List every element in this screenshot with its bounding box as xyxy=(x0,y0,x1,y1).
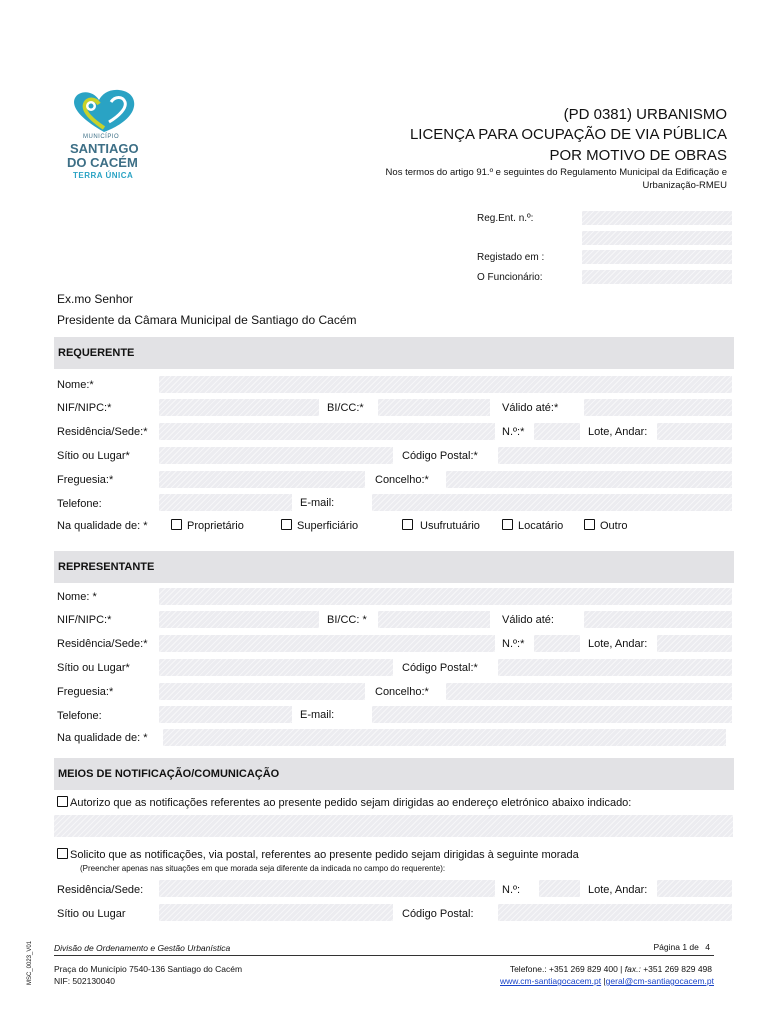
req-sitio-field[interactable] xyxy=(159,447,393,464)
form-title-line1: (PD 0381) URBANISMO xyxy=(563,106,727,123)
option-label: Usufrutuário xyxy=(420,520,480,532)
rep-telefone-label: Telefone: xyxy=(57,710,102,722)
meios-sitio-field[interactable] xyxy=(159,904,393,921)
req-freguesia-field[interactable] xyxy=(159,471,365,488)
section-representante xyxy=(54,551,734,583)
req-valido-field[interactable] xyxy=(584,399,732,416)
meios-email-field[interactable] xyxy=(54,815,733,837)
meios-residencia-label: Residência/Sede: xyxy=(57,884,144,896)
option-label: Outro xyxy=(600,520,628,532)
rep-nif-field[interactable] xyxy=(159,611,319,628)
rep-concelho-field[interactable] xyxy=(446,683,732,700)
reg-ent-label: Reg.Ent. n.º: xyxy=(477,213,534,224)
meios-sitio-label: Sítio ou Lugar xyxy=(57,908,126,920)
page-total: 4 xyxy=(705,942,710,952)
meios-numero-field[interactable] xyxy=(539,880,580,897)
req-lote-label: Lote, Andar: xyxy=(588,426,648,438)
addressee-line2: Presidente da Câmara Municipal de Santiago do Cacém xyxy=(57,313,357,327)
checkbox-icon[interactable] xyxy=(281,519,292,530)
req-nome-field[interactable] xyxy=(159,376,732,393)
rep-concelho-label: Concelho:* xyxy=(375,686,429,698)
rep-bicc-field[interactable] xyxy=(378,611,490,628)
rep-valido-field[interactable] xyxy=(584,611,732,628)
rep-nif-label: NIF/NIPC:* xyxy=(57,614,112,626)
meios-codigo-postal-label: Código Postal: xyxy=(402,908,474,920)
logo-line2: DO CACÉM xyxy=(67,155,138,170)
checkbox-icon[interactable] xyxy=(584,519,595,530)
req-bicc-field[interactable] xyxy=(378,399,490,416)
req-concelho-field[interactable] xyxy=(446,471,732,488)
option-label: Superficiário xyxy=(297,520,359,532)
rep-sitio-field[interactable] xyxy=(159,659,393,676)
rep-lote-label: Lote, Andar: xyxy=(588,638,648,650)
checkbox-icon[interactable] xyxy=(402,519,413,530)
side-form-code: MSC_0023_V01 xyxy=(27,940,33,985)
section-requerente xyxy=(54,337,734,369)
req-bicc-label: BI/CC:* xyxy=(327,402,364,414)
page-num: 1 xyxy=(682,942,688,952)
footer-division: Divisão de Ordenamento e Gestão Urbanística xyxy=(54,943,231,953)
footer-fax-label: fax.: xyxy=(624,964,641,974)
req-residencia-field[interactable] xyxy=(159,423,495,440)
registado-label: Registado em : xyxy=(477,252,545,263)
rep-bicc-label: BI/CC: * xyxy=(327,614,367,626)
footer-divider xyxy=(54,955,714,956)
req-option-superficiario[interactable] xyxy=(281,519,358,532)
funcionario-field[interactable] xyxy=(582,270,732,284)
footer-nif: NIF: 502130040 xyxy=(54,976,115,986)
footer-website-link[interactable]: www.cm-santiagocacem.pt xyxy=(500,976,602,986)
rep-email-field[interactable] xyxy=(372,706,732,723)
footer-fax: +351 269 829 498 xyxy=(643,964,712,974)
option-label: Proprietário xyxy=(187,520,244,532)
meios-lote-field[interactable] xyxy=(657,880,732,897)
footer-sep: | xyxy=(601,976,606,986)
checkbox-icon[interactable] xyxy=(57,796,68,807)
rep-codigo-postal-label: Código Postal:* xyxy=(402,662,478,674)
logo-tagline: TERRA ÚNICA xyxy=(73,171,134,180)
rep-lote-field[interactable] xyxy=(657,635,732,652)
rep-numero-field[interactable] xyxy=(534,635,580,652)
footer-address: Praça do Município 7540-136 Santiago do Cacém xyxy=(54,964,243,974)
meios-solicito-option[interactable] xyxy=(57,848,579,861)
logo-municipio: MUNICÍPIO xyxy=(83,134,120,140)
rep-residencia-field[interactable] xyxy=(159,635,495,652)
rep-residencia-label: Residência/Sede:* xyxy=(57,638,148,650)
req-numero-label: N.º:* xyxy=(502,426,525,438)
req-option-usufrutuario[interactable] xyxy=(402,519,480,532)
rep-qualidade-field[interactable] xyxy=(163,729,726,746)
checkbox-icon[interactable] xyxy=(502,519,513,530)
reg-ent-field-2[interactable] xyxy=(582,231,732,245)
rep-numero-label: N.º:* xyxy=(502,638,525,650)
rep-valido-label: Válido até: xyxy=(502,614,554,626)
rep-codigo-postal-field[interactable] xyxy=(498,659,732,676)
meios-lote-label: Lote, Andar: xyxy=(588,884,648,896)
footer-links xyxy=(500,976,714,986)
footer-phone: Telefone.: +351 269 829 400 | xyxy=(509,964,623,974)
req-numero-field[interactable] xyxy=(534,423,580,440)
option-label: Locatário xyxy=(518,520,564,532)
logo-line1: SANTIAGO xyxy=(70,141,139,156)
req-qualidade-label: Na qualidade de: * xyxy=(57,520,148,532)
req-sitio-label: Sítio ou Lugar* xyxy=(57,450,130,462)
municipality-logo xyxy=(66,88,146,183)
meios-codigo-postal-field[interactable] xyxy=(498,904,732,921)
footer-email-link[interactable]: geral@cm-santiagocacem.pt xyxy=(605,976,714,986)
section-meios-notificacao xyxy=(54,758,734,790)
section-requerente-title: REQUERENTE xyxy=(58,347,135,359)
req-codigo-postal-field[interactable] xyxy=(498,447,732,464)
meios-residencia-field[interactable] xyxy=(159,880,495,897)
addressee-line1: Ex.mo Senhor xyxy=(57,292,134,306)
form-title-line3: POR MOTIVO DE OBRAS xyxy=(549,147,727,164)
meios-solicito-text: Solicito que as notificações, via postal, referentes ao presente pedido sejam dirigidas à seguinte morada xyxy=(70,849,579,861)
meios-nota: (Preencher apenas nas situações em que morada seja diferente da indicada no campo do requerente): xyxy=(80,864,446,873)
rep-nome-field[interactable] xyxy=(159,588,732,605)
req-email-label: E-mail: xyxy=(300,497,335,509)
meios-autorizo-option[interactable] xyxy=(57,796,631,809)
req-residencia-label: Residência/Sede:* xyxy=(57,426,148,438)
req-codigo-postal-label: Código Postal:* xyxy=(402,450,478,462)
form-subtitle-line2: Urbanização-RMEU xyxy=(642,180,727,191)
checkbox-icon[interactable] xyxy=(57,848,68,859)
page-of: de xyxy=(689,942,699,952)
page-label: Página xyxy=(653,942,680,952)
funcionario-label: O Funcionário: xyxy=(477,272,543,283)
req-email-field[interactable] xyxy=(372,494,732,511)
footer-contacts xyxy=(510,964,712,974)
reg-ent-field[interactable] xyxy=(582,211,732,225)
registado-field[interactable] xyxy=(582,250,732,264)
req-option-outro[interactable] xyxy=(584,519,628,532)
meios-numero-label: N.º: xyxy=(502,884,521,896)
meios-autorizo-text: Autorizo que as notificações referentes ao presente pedido sejam dirigidas ao endereço eletrónico abaixo indicado: xyxy=(70,797,632,809)
rep-sitio-label: Sítio ou Lugar* xyxy=(57,662,130,674)
rep-freguesia-field[interactable] xyxy=(159,683,365,700)
req-nome-label: Nome:* xyxy=(57,379,94,391)
req-freguesia-label: Freguesia:* xyxy=(57,474,114,486)
section-meios-title: MEIOS DE NOTIFICAÇÃO/COMUNICAÇÃO xyxy=(58,768,280,780)
rep-email-label: E-mail: xyxy=(300,709,335,721)
section-representante-title: REPRESENTANTE xyxy=(58,561,155,573)
rep-qualidade-label: Na qualidade de: * xyxy=(57,732,148,744)
req-lote-field[interactable] xyxy=(657,423,732,440)
req-telefone-label: Telefone: xyxy=(57,498,102,510)
checkbox-icon[interactable] xyxy=(171,519,182,530)
req-option-locatario[interactable] xyxy=(502,519,563,532)
req-option-proprietario[interactable] xyxy=(171,519,244,532)
req-concelho-label: Concelho:* xyxy=(375,474,429,486)
logo-heart-icon xyxy=(69,88,139,134)
form-subtitle-line1: Nos termos do artigo 91.º e seguintes do Regulamento Municipal da Edificação e xyxy=(385,167,727,178)
form-title-line2: LICENÇA PARA OCUPAÇÃO DE VIA PÚBLICA xyxy=(409,126,727,143)
req-nif-field[interactable] xyxy=(159,399,319,416)
rep-telefone-field[interactable] xyxy=(159,706,292,723)
req-telefone-field[interactable] xyxy=(159,494,292,511)
rep-nome-label: Nome: * xyxy=(57,591,97,603)
req-valido-label: Válido até:* xyxy=(502,402,559,414)
req-nif-label: NIF/NIPC:* xyxy=(57,402,112,414)
footer-page-number xyxy=(653,942,710,952)
rep-freguesia-label: Freguesia:* xyxy=(57,686,114,698)
